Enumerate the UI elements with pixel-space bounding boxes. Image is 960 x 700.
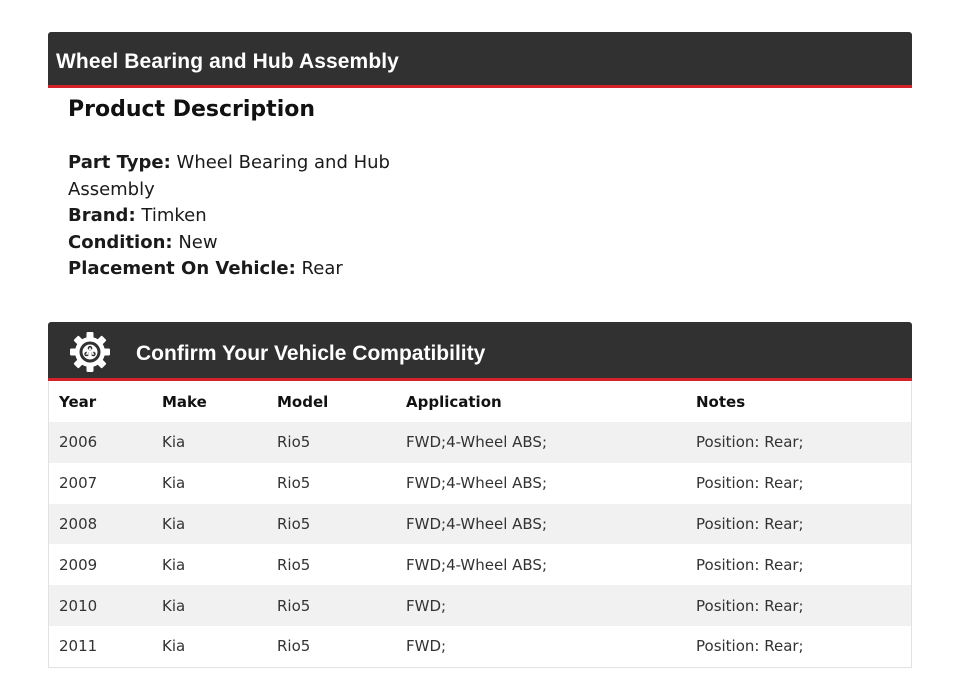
product-spec-list (68, 150, 398, 283)
cell-make: Kia (152, 463, 267, 504)
spec-value: Wheel Bearing and Hub Assembly (68, 152, 390, 200)
cell-notes: Position: Rear; (686, 422, 911, 463)
spec-placement (68, 256, 398, 283)
column-header-application: Application (406, 392, 502, 411)
cell-model: Rio5 (267, 626, 396, 667)
table-row (49, 585, 911, 626)
table-header-row (49, 381, 911, 422)
cell-year: 2007 (49, 463, 152, 504)
table-row (49, 626, 911, 667)
cell-make: Kia (152, 544, 267, 585)
spec-label: Brand: (68, 205, 136, 226)
cell-year: 2006 (49, 422, 152, 463)
product-title: Wheel Bearing and Hub Assembly (56, 50, 399, 73)
cell-model: Rio5 (267, 504, 396, 545)
table-row (49, 463, 911, 504)
cell-notes: Position: Rear; (686, 626, 911, 667)
cell-year: 2010 (49, 585, 152, 626)
column-header-model: Model (277, 392, 329, 411)
spec-value: Rear (301, 258, 343, 279)
cell-application: FWD;4-Wheel ABS; (396, 422, 686, 463)
cell-application: FWD;4-Wheel ABS; (396, 544, 686, 585)
table-row (49, 544, 911, 585)
spec-label: Placement On Vehicle: (68, 258, 296, 279)
column-header-year: Year (59, 392, 97, 411)
spec-value: New (178, 231, 218, 253)
compatibility-heading: Confirm Your Vehicle Compatibility (136, 342, 486, 365)
cell-model: Rio5 (267, 422, 396, 463)
column-header-notes: Notes (696, 392, 746, 411)
cell-notes: Position: Rear; (686, 463, 911, 504)
spec-label: Part Type: (68, 152, 171, 173)
cell-model: Rio5 (267, 463, 396, 504)
cell-model: Rio5 (267, 544, 396, 585)
gear-icon (68, 330, 112, 374)
cell-make: Kia (152, 422, 267, 463)
cell-notes: Position: Rear; (686, 504, 911, 545)
spec-part-type (68, 150, 398, 203)
product-description-heading: Product Description (68, 97, 316, 122)
cell-notes: Position: Rear; (686, 585, 911, 626)
cell-year: 2011 (49, 626, 152, 667)
table-row (49, 422, 911, 463)
spec-condition (68, 230, 398, 257)
cell-make: Kia (152, 585, 267, 626)
column-header-make: Make (162, 392, 207, 411)
cell-application: FWD;4-Wheel ABS; (396, 463, 686, 504)
table-row (49, 504, 911, 545)
spec-brand (68, 203, 398, 230)
cell-make: Kia (152, 504, 267, 545)
cell-model: Rio5 (267, 585, 396, 626)
product-title-bar (48, 32, 912, 88)
cell-year: 2008 (49, 504, 152, 545)
cell-notes: Position: Rear; (686, 544, 911, 585)
spec-label: Condition: (68, 231, 173, 253)
cell-year: 2009 (49, 544, 152, 585)
cell-make: Kia (152, 626, 267, 667)
cell-application: FWD;4-Wheel ABS; (396, 504, 686, 545)
compatibility-table (48, 381, 912, 668)
cell-application: FWD; (396, 626, 686, 667)
cell-application: FWD; (396, 585, 686, 626)
spec-value: Timken (141, 205, 207, 226)
compatibility-header (48, 322, 912, 381)
